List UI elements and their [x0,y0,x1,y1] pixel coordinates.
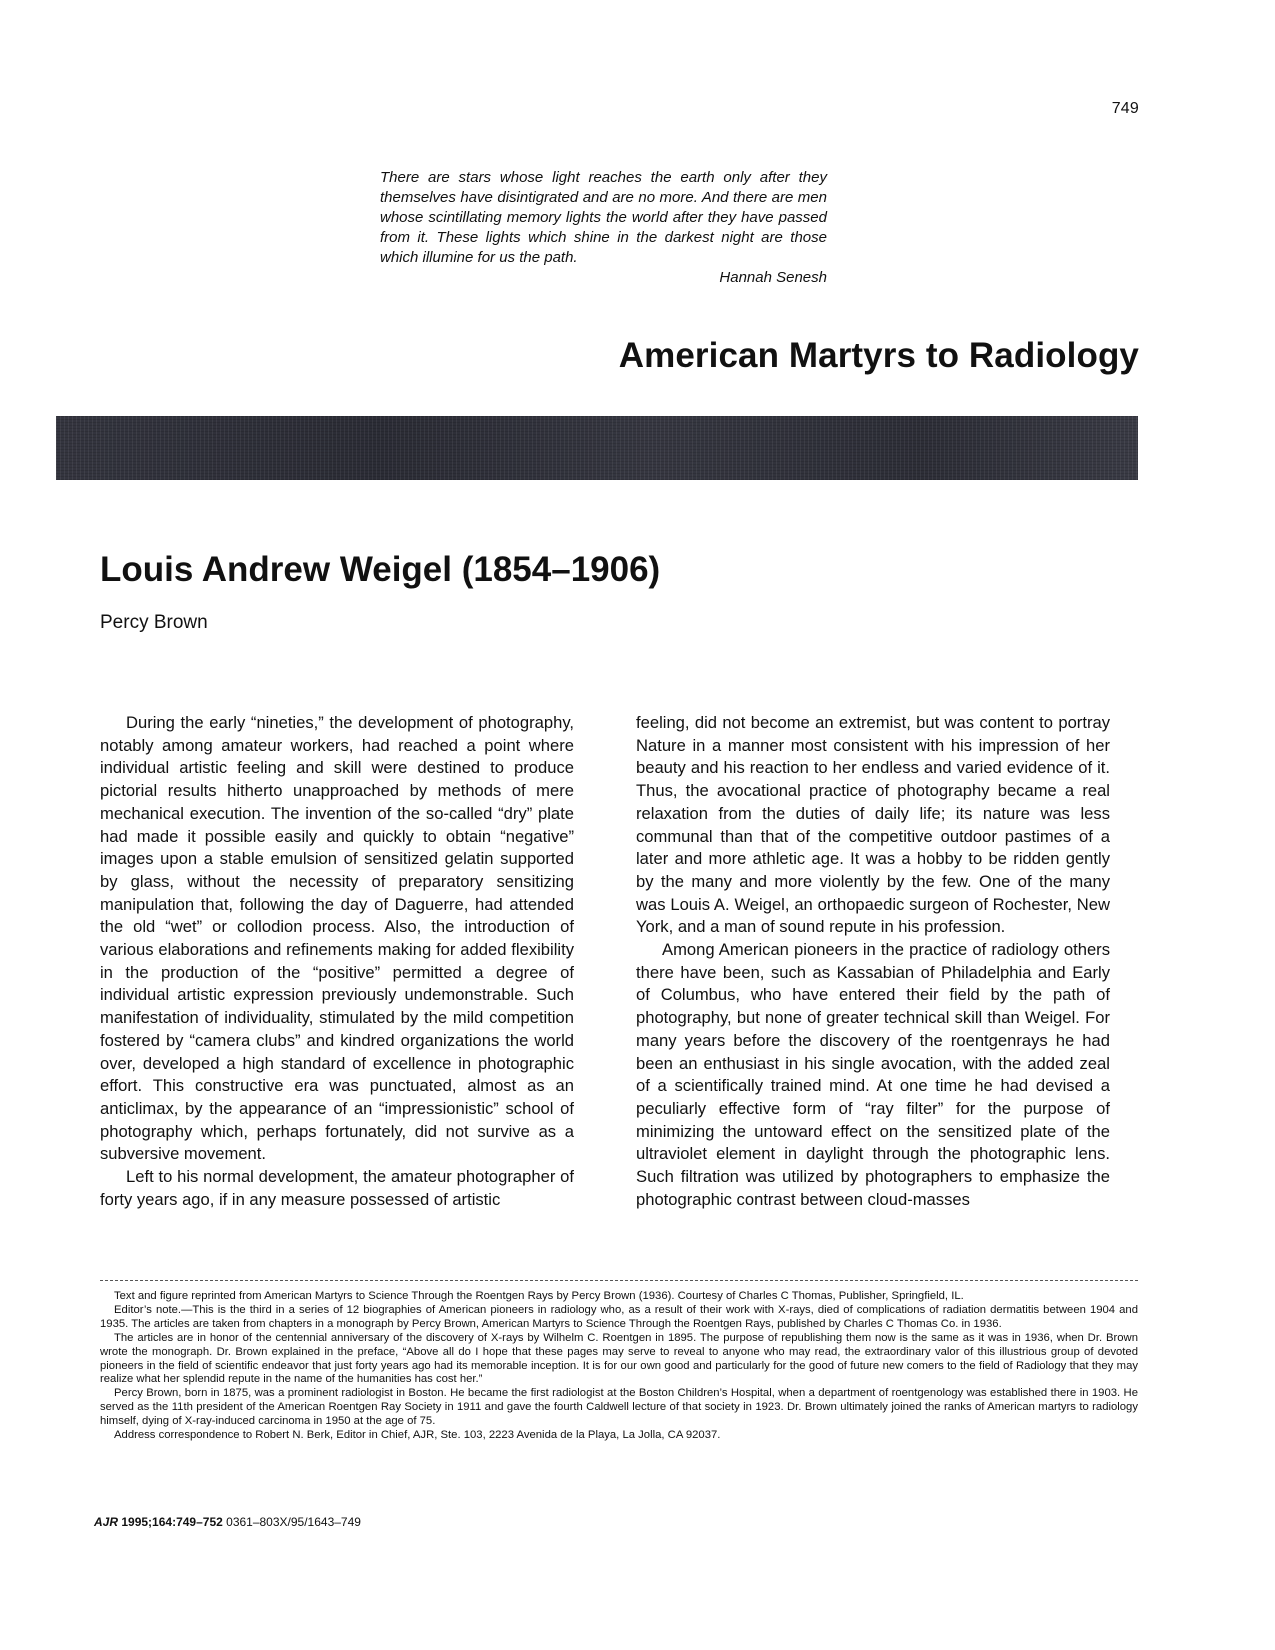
body-paragraph: Left to his normal development, the amateur photographer of forty years ago, if in any measure possessed of artistic [100,1167,574,1209]
footnote-correspondence: Address correspondence to Robert N. Berk, Editor in Chief, AJR, Ste. 103, 2223 Avenida de la Playa, La Jolla, CA 92037. [114,1429,721,1442]
footnote-divider [100,1280,1138,1281]
journal-citation [94,1515,361,1529]
citation-volume: 1995;164:749–752 [121,1515,223,1529]
article-title: Louis Andrew Weigel (1854–1906) [100,550,661,589]
body-column-left [100,712,574,1211]
footnote-credit: Text and figure reprinted from American Martyrs to Science Through the Roentgen Rays by Percy Brown (1936). Courtesy of Charles C Thomas, Publisher, Springfield, IL. [114,1290,964,1302]
photo-banner [56,416,1138,480]
article-author: Percy Brown [100,612,208,633]
page-number: 749 [1111,100,1139,117]
series-title: American Martyrs to Radiology [618,336,1139,375]
footnote-editors-note: Editor’s note.—This is the third in a series of 12 biographies of American pioneers in radiology who, as a result of their work with X-rays, died of complications of radiation dermatitis between 1904 and 1935. The articles are taken from chapters in a monograph by Percy Brown, American Martyrs to Science Through the Roentgen Rays, published by Charles C Thomas Co. in 1936. [100,1303,1138,1330]
body-paragraph-continued: feeling, did not become an extremist, but was content to portray Nature in a manner most consistent with his impression of her beauty and his reaction to her endless and varied evidence of it. Thus, the avocational practice of photography became a real relaxation from the duties of daily life; its nature was less communal than that of the competitive outdoor pastimes of a later and more athletic age. It was a hobby to be ridden gently by the many and more violently by the few. One of the many was Louis A. Weigel, an orthopaedic surgeon of Rochester, New York, and a man of sound repute in his profession. [636,713,1110,937]
body-paragraph: Among American pioneers in the practice of radiology others there have been, such as Kassabian of Philadelphia and Early of Columbus, who have entered their field by the path of photography, but none of greater technical skill than Weigel. For many years before the discovery of the roentgenrays he had been an enthusiast in his single avocation, with the added zeal of a scientifically trained mind. At one time he had devised a peculiarly effective form of “ray filter” for the purpose of minimizing the untoward effect on the sensitized plate of the ultraviolet element in daylight through the photographic lens. Such filtration was utilized by photographers to emphasize the photographic contrast between cloud-masses [636,940,1110,1209]
epigraph-author: Hannah Senesh [719,269,827,286]
citation-code: 0361–803X/95/1643–749 [226,1515,361,1529]
footnote-author-bio: Percy Brown, born in 1875, was a prominent radiologist in Boston. He became the first radiologist at the Boston Children’s Hospital, when a department of roentgenology was established there in 1903. He served as the 11th president of the American Roentgen Ray Society in 1911 and gave the fourth Caldwell lecture of that society in 1923. Dr. Brown ultimately joined the ranks of American martyrs to radiology himself, dying of X-ray-induced carcinoma in 1950 at the age of 75. [100,1387,1138,1428]
citation-journal: AJR [94,1515,119,1529]
body-column-right [636,712,1110,1211]
footnote-centennial: The articles are in honor of the centennial anniversary of the discovery of X-rays by Wilhelm C. Roentgen in 1895. The purpose of republishing them now is the same as it was in 1936, when Dr. Brown wrote the monograph. Dr. Brown explained in the preface, “Above all do I hope that these pages may serve to reveal to anyone who may read, the extraordinary valor of this illustrious group of devoted pioneers in the field of scientific endeavor that just forty years ago had its memorable inception. It is for our own good and particularly for the good of future new comers to the field of Radiology that they may realize what her splendid repute in the name of the humanities has cost her.” [100,1331,1138,1386]
epigraph-quote: There are stars whose light reaches the earth only after they themselves have disintigrated and are no more. And there are men whose scintillating memory lights the world after they have passed from it. These lights which shine in the darkest night are those which illumine for us the path. [380,169,827,266]
body-paragraph: During the early “nineties,” the development of photography, notably among amateur workers, had reached a point where individual artistic feeling and skill were destined to produce pictorial results hitherto unapproached by methods of mere mechanical execution. The invention of the so-called “dry” plate had made it possible easily and quickly to obtain “negative” images upon a stable emulsion of sensitized gelatin supported by glass, without the necessity of preparatory sensitizing manipulation that, following the day of Daguerre, had attended the old “wet” or collodion process. Also, the introduction of various elaborations and refinements making for added flexibility in the production of the “positive” permitted a degree of individual artistic expression previously undemonstrable. Such manifestation of individuality, stimulated by the mild competition fostered by “camera clubs” and kindred organizations the world over, developed a high standard of excellence in photographic effort. This constructive era was punctuated, almost as an anticlimax, by the appearance of an “impressionistic” school of photography which, perhaps fortunately, did not survive as a subversive movement. [100,713,574,1164]
footnotes [100,1290,1138,1443]
